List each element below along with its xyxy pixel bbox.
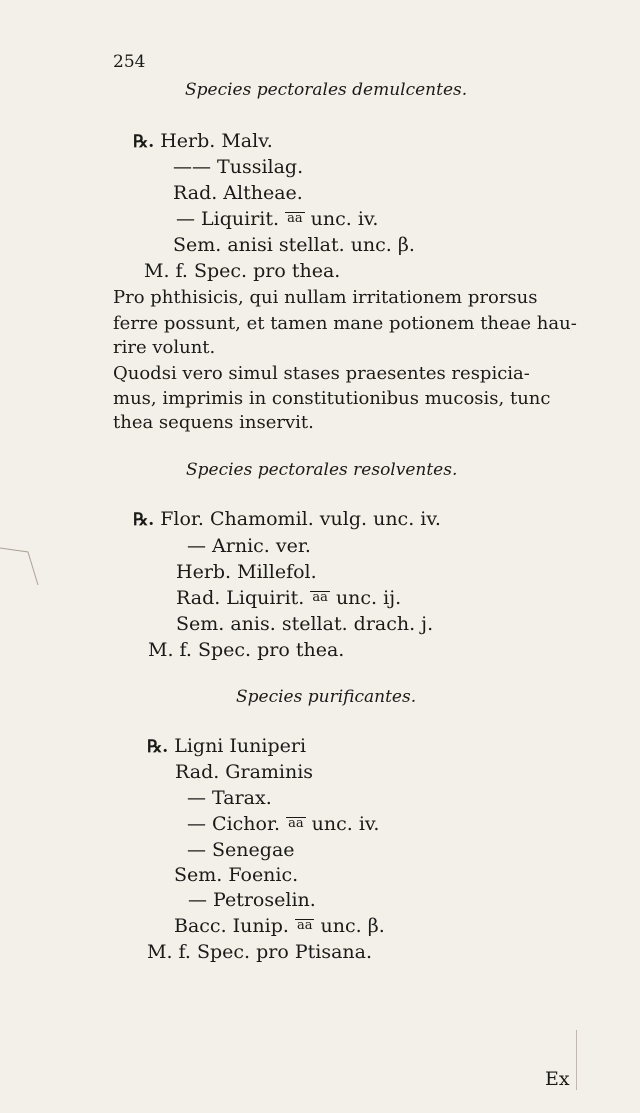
recipe-symbol: ℞.: [147, 737, 169, 757]
paragraph-line: Pro phthisicis, qui nullam irritationem prorsus: [113, 287, 538, 308]
dose: unc. β.: [320, 915, 385, 937]
recipe-line: [176, 208, 378, 230]
ingredient: Sem. anis. stellat. drach. j.: [176, 613, 434, 635]
section-heading-demulcentes: Species pectorales demulcentes.: [185, 80, 468, 100]
paragraph-line: Quodsi vero simul stases praesentes respicia-: [113, 363, 530, 384]
ingredient: Sem. anisi stellat. unc. β.: [173, 234, 415, 256]
ingredient: Rad. Liquirit.: [176, 587, 305, 609]
ingredient: — Liquirit.: [176, 208, 280, 230]
catchword: Ex: [545, 1068, 570, 1090]
paragraph-line: rire volunt.: [113, 337, 216, 358]
instruction: M. f. Spec. pro thea.: [148, 639, 345, 661]
ingredient: — Petroselin.: [188, 889, 316, 911]
ingredient: Ligni Iuniperi: [174, 735, 307, 757]
ingredient: Rad. Altheae.: [173, 182, 303, 204]
paragraph-line: thea sequens inservit.: [113, 412, 314, 433]
ingredient: Sem. Foenic.: [174, 864, 299, 886]
ana-mark: aa: [287, 211, 303, 226]
ingredient: Herb. Millefol.: [176, 561, 317, 583]
recipe-symbol: ℞.: [133, 132, 155, 152]
ingredient: Rad. Graminis: [175, 761, 314, 783]
paragraph-line: ferre possunt, et tamen mane potionem theae hau-: [113, 313, 577, 334]
instruction: M. f. Spec. pro thea.: [144, 260, 341, 282]
ingredient: — Arnic. ver.: [187, 535, 311, 557]
paragraph-line: mus, imprimis in constitutionibus mucosis, tunc: [113, 388, 551, 409]
recipe-symbol: ℞.: [133, 510, 155, 530]
section-heading-resolventes: Species pectorales resolventes.: [186, 460, 458, 480]
ana-mark: aa: [296, 918, 313, 933]
ana-mark: aa: [288, 816, 304, 831]
ana-mark: aa: [312, 590, 328, 605]
recipe-line: [176, 587, 401, 609]
page-number: 254: [113, 52, 146, 72]
ingredient: Herb. Malv.: [160, 130, 273, 152]
recipe-line: [133, 508, 441, 530]
dose: unc. iv.: [311, 813, 380, 835]
instruction: M. f. Spec. pro Ptisana.: [147, 941, 373, 963]
dose: unc. ij.: [335, 587, 402, 609]
ingredient: — Tarax.: [187, 787, 272, 809]
ingredient: —— Tussilag.: [173, 156, 304, 178]
paper-margin-mark: [576, 1030, 577, 1090]
ingredient: Flor. Chamomil. vulg. unc. iv.: [160, 508, 441, 530]
recipe-line: [174, 915, 385, 937]
recipe-line: [133, 130, 273, 152]
dose: unc. iv.: [310, 208, 379, 230]
ingredient: — Senegae: [187, 839, 295, 861]
recipe-line: [147, 735, 306, 757]
paper-crease-mark: [0, 540, 40, 600]
ingredient: Bacc. Iunip.: [174, 915, 289, 937]
ingredient: — Cichor.: [187, 813, 281, 835]
section-heading-purificantes: Species purificantes.: [236, 687, 417, 707]
recipe-line: [187, 813, 379, 835]
